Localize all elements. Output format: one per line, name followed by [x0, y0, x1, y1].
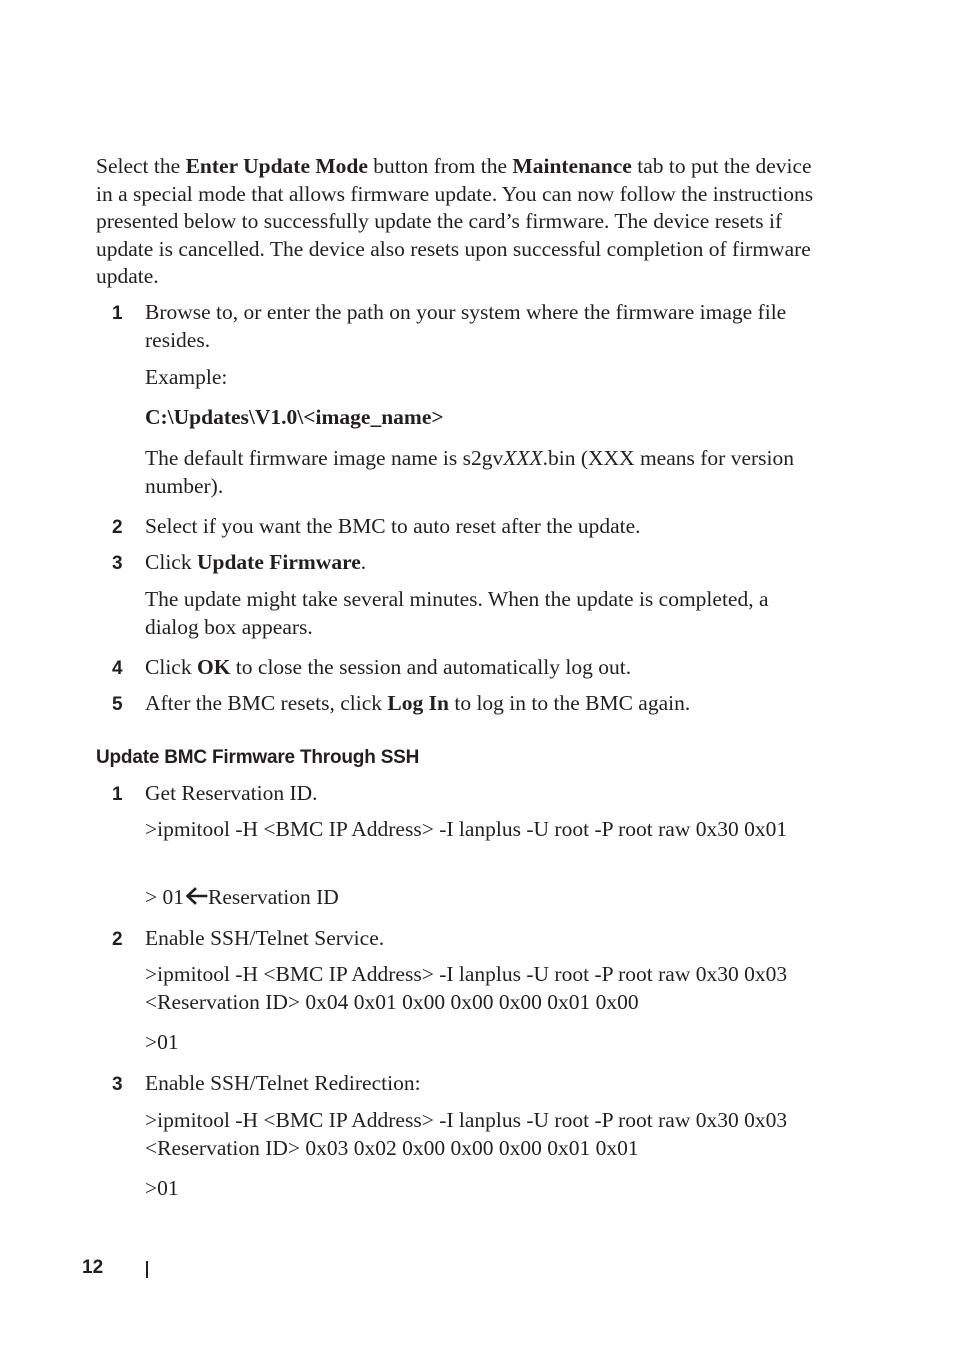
step-text: Click Update Firmware.: [145, 550, 367, 574]
step-text: Get Reservation ID.: [145, 781, 318, 805]
update-firmware-term: Update Firmware: [196, 550, 361, 574]
step-number: 1: [112, 303, 123, 324]
command-output: >01: [145, 1176, 179, 1200]
intro-text-1: Select the: [96, 154, 186, 178]
left-arrow-icon: [184, 886, 208, 906]
example-path: C:\Updates\V1.0\<image_name>: [145, 405, 444, 429]
log-in-term: Log In: [387, 691, 449, 715]
step-number: 3: [112, 1074, 123, 1095]
ok-term: OK: [196, 655, 231, 679]
intro-paragraph: [96, 153, 826, 291]
version-placeholder: XXX: [503, 446, 543, 470]
step-text: Select if you want the BMC to auto reset after the update.: [145, 514, 641, 538]
step-number: 1: [112, 784, 123, 805]
step-number: 5: [112, 694, 123, 715]
step-text: Enable SSH/Telnet Service.: [145, 926, 385, 950]
step-number: 3: [112, 553, 123, 574]
page-number: 12: [82, 1257, 104, 1278]
command-get-reservation-id: >ipmitool -H <BMC IP Address> -I lanplus -U root -P root raw 0x30 0x01: [145, 817, 788, 841]
maintenance-term: Maintenance: [512, 154, 632, 178]
command-enable-ssh-redirection: >ipmitool -H <BMC IP Address> -I lanplus -U root -P root raw 0x30 0x03 <Reservation ID> 0x03 0x02 0x00 0x00 0x00 0x01 0x01: [145, 1108, 788, 1160]
step-number: 2: [112, 517, 123, 538]
update-note: The update might take several minutes. When the update is completed, a dialog box appears.: [145, 587, 769, 639]
step-text: After the BMC resets, click Log In to log in to the BMC again.: [145, 691, 691, 715]
step-number: 4: [112, 658, 123, 679]
command-output: >01: [145, 1030, 179, 1054]
section-heading: Update BMC Firmware Through SSH: [96, 747, 420, 768]
intro-text-2: button from the: [367, 154, 513, 178]
step-number: 2: [112, 929, 123, 950]
step-text: Click OK to close the session and automatically log out.: [145, 655, 632, 679]
footer-divider: [146, 1261, 148, 1278]
step-text: Browse to, or enter the path on your system where the firmware image file resides.: [145, 300, 787, 352]
enter-update-mode-term: Enter Update Mode: [185, 154, 368, 178]
intro-text-3: tab to put the device in a special mode that allows firmware update. You can now follow the instructions presented below to successfully update the card’s firmware. The device resets if update is cancelled. The device also resets upon successful completion of firmware update.: [96, 154, 814, 288]
default-image-name-note: The default firmware image name is s2gvXXX.bin (XXX means for version number).: [145, 446, 795, 498]
example-label: Example:: [145, 365, 228, 389]
step-text: Enable SSH/Telnet Redirection:: [145, 1071, 421, 1095]
command-enable-ssh-service: >ipmitool -H <BMC IP Address> -I lanplus -U root -P root raw 0x30 0x03 <Reservation ID> 0x04 0x01 0x00 0x00 0x00 0x01 0x00: [145, 962, 788, 1014]
command-output-reservation-id: > 01 Reservation ID: [145, 885, 339, 909]
